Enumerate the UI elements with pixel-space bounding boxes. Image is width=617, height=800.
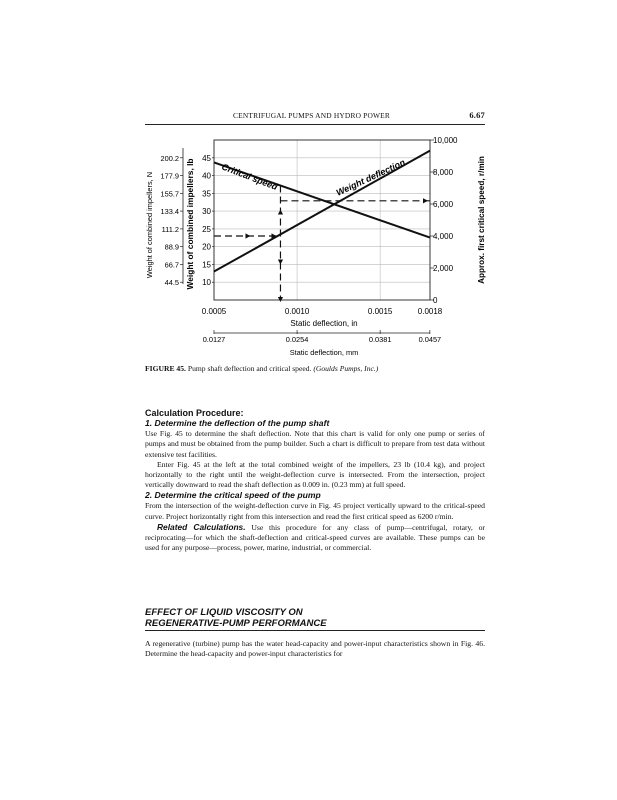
section-heading: [145, 607, 485, 629]
x-tick-in: 0.0005: [201, 307, 227, 316]
section-rule: [145, 630, 485, 631]
y-tick-lb: 35: [202, 189, 211, 199]
series-label-weight-deflection: Weight deflection: [334, 157, 407, 198]
y-tick-rpm: 10,000: [433, 136, 458, 145]
y-tick-n: 44.5: [164, 278, 179, 288]
x-tick-mm: 0.0127: [202, 335, 226, 344]
y-tick-lb: 15: [202, 260, 211, 270]
y-tick-n: 66.7: [164, 260, 179, 270]
y-tick-rpm: 0: [433, 296, 438, 305]
y-tick-rpm: 2,000: [433, 264, 454, 273]
y-tick-n: 88.9: [164, 242, 179, 252]
x-tick-mm: 0.0254: [285, 335, 309, 344]
x-tick-mm: 0.0381: [368, 335, 392, 344]
arrow-right-icon: [245, 233, 250, 238]
body-content: [145, 408, 485, 553]
y-axis-label-lb: Weight of combined impellers, lb: [185, 158, 195, 290]
arrow-down-icon: [278, 297, 283, 302]
y-tick-n: 133.4: [160, 207, 179, 217]
y-tick-n: 177.9: [160, 171, 179, 181]
y-axis-label-n: Weight of combined impellers, N: [145, 171, 154, 279]
y-tick-lb: 30: [202, 207, 211, 217]
series-label-critical-speed: Critical speed: [220, 161, 279, 193]
related-label: Related Calculations.: [157, 521, 246, 532]
section-title-line2: REGENERATIVE-PUMP PERFORMANCE: [145, 618, 327, 629]
arrow-right-icon: [423, 198, 428, 203]
x-tick-mm: 0.0457: [418, 335, 442, 344]
y-tick-n: 200.2: [160, 153, 179, 163]
x-tick-in: 0.0018: [417, 307, 443, 316]
step2-heading: 2. Determine the critical speed of the pump: [145, 490, 321, 501]
step2-paragraph-1: From the intersection of the weight-deflection curve in Fig. 45 project vertically upward to the critical-speed curve. Project horizontally right from this intersection and read the first critical speed as 6200 r/min.: [145, 501, 485, 521]
step1-heading: 1. Determine the deflection of the pump shaft: [145, 418, 330, 429]
y-tick-n: 155.7: [160, 189, 179, 199]
related-paragraph: [145, 522, 485, 554]
running-title: CENTRIFUGAL PUMPS AND HYDRO POWER: [233, 111, 391, 120]
arrow-down-icon: [278, 259, 283, 264]
related-text: Use this procedure for any class of pump—centrifugal, rotary, or reciprocating—for which the shaft-deflection and critical-speed curves are available. These pumps can be used for any purpose—process, power, marine, industrial, or commercial.: [145, 522, 485, 553]
y-tick-rpm: 8,000: [433, 168, 454, 177]
figure-caption: [145, 364, 485, 373]
x-axis-label: Static deflection, in: [290, 319, 358, 328]
y-tick-n: 111.2: [161, 224, 179, 234]
page-number: 6.67: [469, 110, 485, 120]
calc-heading: Calculation Procedure:: [145, 408, 244, 418]
y-tick-rpm: 6,000: [433, 200, 454, 209]
x-tick-in: 0.0010: [284, 307, 310, 316]
section-intro: A regenerative (turbine) pump has the water head-capacity and power-input characteristics shown in Fig. 46. Determine the head-capacity and power-input characteristics for: [145, 639, 485, 659]
x-tick-in: 0.0015: [367, 307, 393, 316]
y-tick-lb: 10: [202, 278, 211, 288]
y-tick-lb: 45: [202, 153, 211, 163]
step1-paragraph-2: Enter Fig. 45 at the left at the total combined weight of the impellers, 23 lb (10.4 kg), and project horizontally to the right until the weight-deflection curve is intersected. From the intersection, project vertically downward to read the shaft deflection as 0.009 in. (0.23 mm) at full speed.: [145, 459, 485, 490]
y-tick-rpm: 4,000: [433, 232, 454, 241]
x-axis-label-mm: Static deflection, mm: [289, 348, 359, 357]
y-tick-lb: 25: [202, 224, 211, 234]
figure-45-chart: [0, 0, 617, 365]
step1-paragraph-1: Use Fig. 45 to determine the shaft deflection. Note that this chart is valid for only one pump or series of pumps and must be obtained from the pump builder. Such a chart is difficult to prepare from test data without extensive test facilities.: [145, 429, 485, 459]
y-tick-lb: 20: [202, 242, 211, 252]
caption-source: (Goulds Pumps, Inc.): [313, 364, 379, 373]
y-axis-label-rpm: Approx. first critical speed, r/min: [477, 156, 486, 284]
y-tick-lb: 40: [202, 171, 211, 181]
arrow-up-icon: [278, 210, 283, 215]
caption-label: FIGURE 45.: [145, 364, 186, 373]
caption-text: Pump shaft deflection and critical speed.: [187, 364, 312, 373]
section-title-line1: EFFECT OF LIQUID VISCOSITY ON: [145, 607, 303, 618]
